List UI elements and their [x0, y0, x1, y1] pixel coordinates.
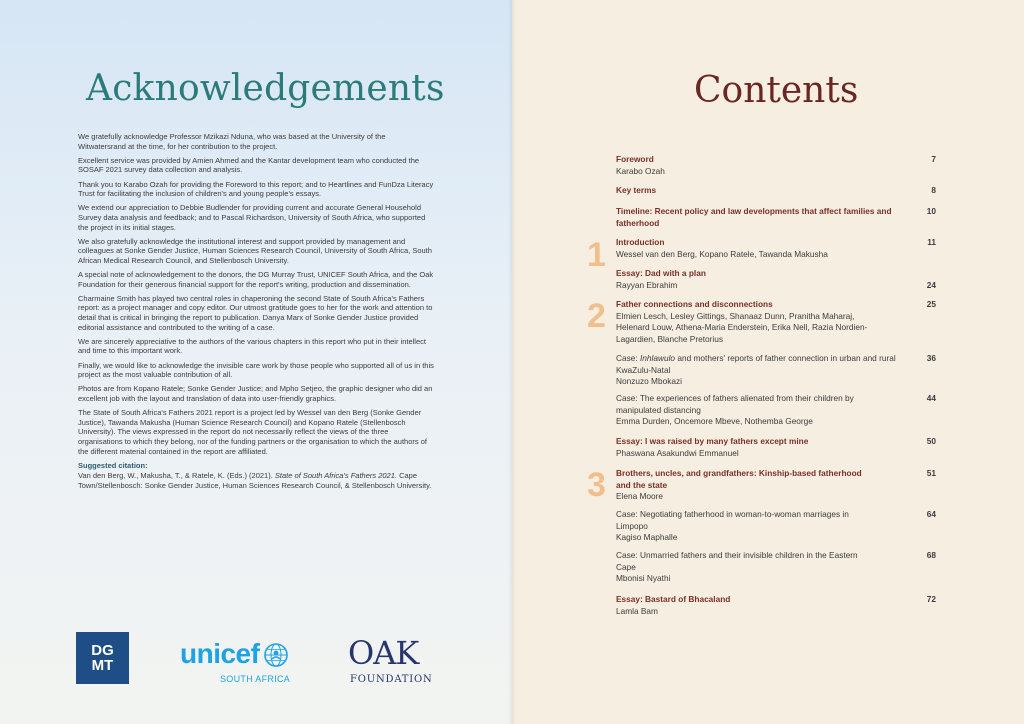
toc-entry-author: Emma Durden, Oncemore Mbeve, Nothemba George — [616, 416, 813, 427]
toc-entry-author: Rayyan Ebrahim — [616, 279, 678, 290]
toc-entry-author: Nonzuzo Mbokazi — [616, 376, 682, 387]
toc-entry-kinship[interactable] — [616, 468, 936, 503]
toc-entry-page: 50 — [926, 436, 936, 446]
chapter-number: 2 — [587, 297, 606, 335]
toc-entry-page: 25 — [926, 299, 936, 309]
toc-entry-page: 8 — [931, 185, 936, 195]
citation-authors: Van den Berg, W., Makusha, T., & Ratele, K. (Eds.) (2021). — [78, 471, 273, 481]
ack-paragraph: Photos are from Kopano Ratele; Sonke Gender Justice; and Mpho Setjeo, the graphic designer who did an excellent job with the layout and translation of data into user-friendly graphics. — [78, 384, 433, 403]
toc-entry-essay-dad[interactable] — [616, 268, 936, 291]
ack-paragraph: Finally, we would like to acknowledge the invisible care work by those people who supported all of us in this project as the most valuable contribution of all. — [78, 360, 434, 380]
toc-entry-title: Case: Unmarried fathers and their invisible children in the Eastern Cape — [616, 550, 858, 572]
citation-publisher: Cape Town/Stellenbosch: Sonke Gender Justice, Human Sciences Research Council, & Stellenbosch University. — [78, 471, 432, 490]
toc-entry-title: Essay: I was raised by many fathers except mine — [616, 436, 809, 446]
toc-entry-essay-many-fathers[interactable] — [616, 436, 936, 459]
ack-paragraph: The State of South Africa's Fathers 2021 report is a project led by Wessel van den Berg (Sonke Gender Justice), Tawanda Makusha (Human Science Research Council) and Kopano Ratele (Stellenbosch University). The views expressed in the report do not necessarily reflect the views of the three organisations to which they belong, nor of the funding partners or the organisation to which the authors of the different material contained in the report are affiliated. — [78, 408, 427, 456]
toc-entry-page: 11 — [927, 237, 936, 247]
citation-title: State of South Africa's Fathers 2021. — [274, 471, 397, 481]
ack-paragraph: We extend our appreciation to Debbie Budlender for providing current and accurate General Household Survey data analysis and feedback; and to Pascal Richardson, University of South Africa, who supported the project in its initial stages. — [78, 203, 426, 232]
toc-title-suffix: and mothers' reports of father connection in urban and rural KwaZulu-Natal — [616, 353, 896, 375]
oak-wordmark: OAK — [348, 634, 419, 672]
toc-entry-case-unmarried-fathers[interactable] — [616, 550, 936, 585]
acknowledgements-title: Acknowledgements — [86, 68, 445, 109]
page-spine — [508, 0, 516, 724]
toc-entry-title: Essay: Dad with a plan — [616, 268, 706, 278]
ack-paragraph: We also gratefully acknowledge the institutional interest and support provided by management and colleagues at Sonke Gender Justice, Human Sciences Research Council, University of South Africa, South African Medical Research Council, and Stellenbosch University. — [78, 236, 432, 265]
toc-entry-introduction[interactable] — [616, 237, 936, 260]
citation-text — [78, 471, 434, 490]
toc-entry-title: Essay: Bastard of Bhacaland — [616, 594, 731, 604]
toc-entry-title — [616, 353, 914, 376]
toc-entry-foreword[interactable] — [616, 154, 936, 177]
oak-subtitle: FOUNDATION — [350, 674, 433, 685]
toc-entry-author: Wessel van den Berg, Kopano Ratele, Tawanda Makusha — [616, 248, 828, 259]
ack-paragraph: We gratefully acknowledge Professor Mzikazi Nduna, who was based at the University of the Witwatersrand at the time, for her contribution to the project. — [78, 132, 386, 151]
unicef-wordmark: unicef — [180, 638, 260, 669]
toc-entry-title: Timeline: Recent policy and law developments that affect families and fatherhood — [616, 206, 892, 228]
ack-paragraph: We are sincerely appreciative to the authors of the various chapters in this report who put in their intellect and time to this important work. — [78, 336, 426, 356]
oak-foundation-logo — [344, 636, 444, 686]
toc-entry-page: 72 — [926, 594, 936, 604]
ack-paragraph: A special note of acknowledgement to the donors, the DG Murray Trust, UNICEF South Africa, and the Oak Foundation for their generous financial support for the report's writing, production and dissemination. — [78, 270, 434, 289]
toc-entry-page: 44 — [926, 393, 936, 403]
toc-entry-author: Elmien Lesch, Lesley Gittings, Shanaaz Dunn, Pranitha Maharaj, Helenard Louw, Athena-Maria Enderstein, Erika Nell, Razia Nordien-Lagardien, Blanche Pretorius — [616, 310, 868, 344]
toc-entry-title: Introduction — [616, 237, 665, 247]
toc-entry-title: Case: The experiences of fathers alienated from their children by manipulated distancing — [616, 393, 854, 415]
table-of-contents — [616, 0, 936, 724]
toc-entry-essay-bhacaland[interactable] — [616, 594, 936, 617]
toc-entry-page: 64 — [926, 509, 936, 519]
ack-paragraph: Charmaine Smith has played two central roles in chaperoning the second State of South Africa's Fathers report: as a project manager and copy editor. Our utmost gratitude goes to her for the work and attention to detail that is critical in bringing the report to publication. Danya Marx of Sonke Gender Justice provided editorial assistance and contributed to the writing of a case. — [78, 293, 433, 332]
unicef-globe-icon — [263, 642, 289, 668]
toc-entry-page: 7 — [931, 154, 936, 164]
chapter-number: 1 — [587, 236, 606, 274]
toc-title-prefix: Case: — [616, 353, 640, 363]
toc-entry-title: Father connections and disconnections — [616, 299, 773, 309]
contents-title: Contents — [694, 70, 859, 111]
unicef-logo — [180, 640, 292, 686]
toc-entry-author: Karabo Ozah — [616, 165, 665, 176]
toc-entry-page: 24 — [926, 279, 936, 290]
toc-entry-title: Case: Negotiating fatherhood in woman-to-woman marriages in Limpopo — [616, 509, 849, 531]
unicef-subtitle: SOUTH AFRICA — [220, 674, 291, 684]
toc-entry-title: Foreword — [616, 154, 654, 164]
toc-entry-author: Lamla Bam — [616, 605, 658, 616]
ack-paragraph: Excellent service was provided by Amien Ahmed and the Kantar development team who conducted the SOSAF 2021 survey data collection and analysis. — [78, 155, 420, 175]
toc-entry-author: Elena Moore — [616, 491, 664, 502]
toc-title-italic: Inhlawulo — [639, 353, 676, 363]
toc-entry-page: 10 — [926, 206, 936, 216]
ack-paragraph: Thank you to Karabo Ozah for providing the Foreword to this report; and to Heartlines and FunDza Literacy Trust for facilitating the inclusion of children's and young people's essays. — [78, 179, 434, 199]
toc-entry-timeline[interactable] — [616, 206, 936, 229]
sponsor-logos — [76, 632, 446, 688]
toc-entry-page: 68 — [926, 550, 936, 560]
toc-entry-case-inhlawulo[interactable] — [616, 353, 936, 388]
chapter-number: 3 — [587, 466, 606, 504]
citation-heading: Suggested citation: — [78, 460, 148, 470]
toc-entry-case-alienated[interactable] — [616, 393, 936, 428]
acknowledgements-body — [78, 132, 434, 491]
toc-entry-author: Kagiso Maphalle — [616, 532, 678, 543]
toc-entry-page: 36 — [926, 353, 936, 363]
toc-entry-father-connections[interactable] — [616, 299, 936, 345]
toc-entry-case-woman-marriages[interactable] — [616, 509, 936, 544]
dgmt-logo-line1: DG — [91, 642, 114, 659]
dgmt-logo-line2: MT — [91, 657, 114, 674]
toc-entry-author: Phaswana Asakundwi Emmanuel — [616, 447, 739, 458]
toc-entry-key-terms[interactable] — [616, 185, 936, 197]
toc-entry-author: Mbonisi Nyathi — [616, 573, 671, 584]
toc-entry-title: Key terms — [616, 185, 657, 195]
dgmt-logo — [76, 632, 129, 684]
toc-entry-page: 51 — [926, 468, 936, 478]
toc-entry-title: Brothers, uncles, and grandfathers: Kinship-based fatherhood and the state — [616, 468, 862, 490]
